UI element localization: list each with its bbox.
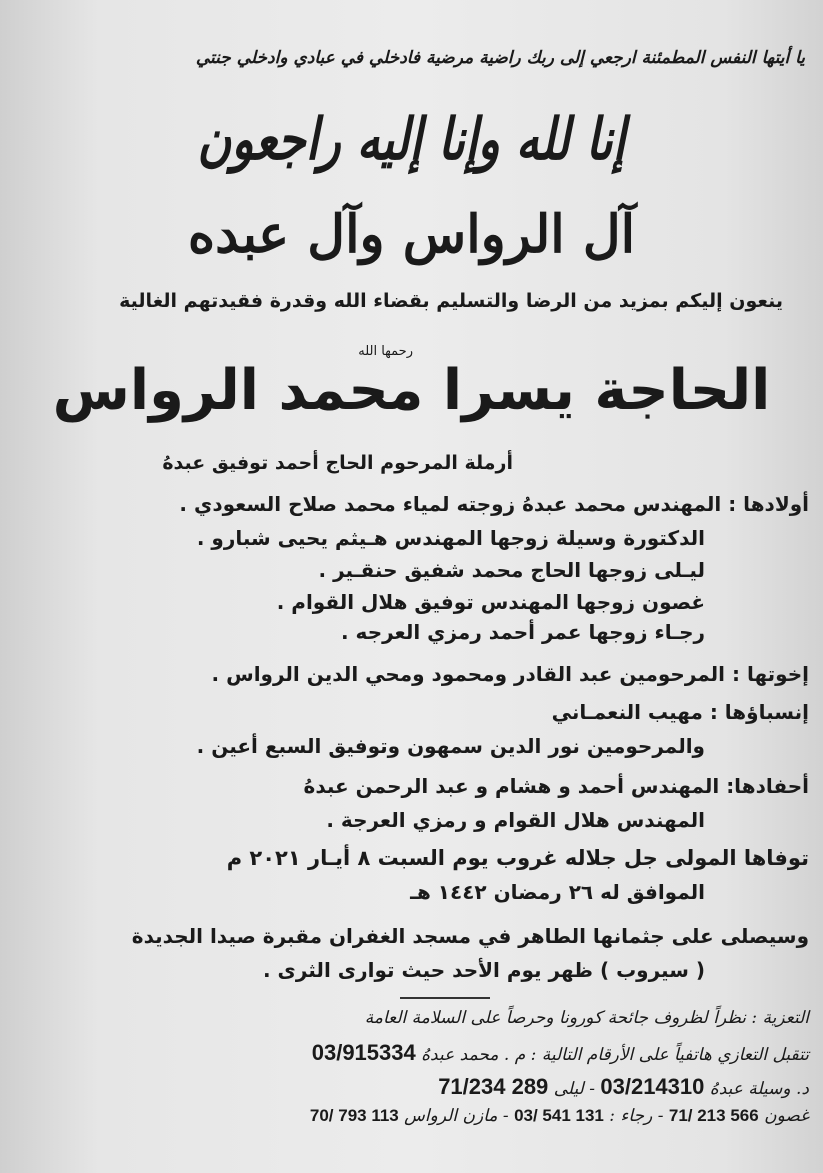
child-line: رجـاء زوجها عمر أحمد رمزي العرجه . [341,620,705,644]
siblings-text: المرحومين عبد القادر ومحمود ومحي الدين الرواس . [211,662,726,686]
children-line [179,492,809,516]
grandchildren-first: المهندس أحمد و هشام و عبد الرحمن عبدهُ [303,774,720,798]
phone-number: 03/ 541 131 [514,1106,604,1125]
condolences-phone-line [438,1074,809,1100]
phone-number: 70/ 793 113 [309,1106,399,1125]
in-laws-label: إنسباؤها : [709,700,809,724]
burial-line: ( سيروب ) ظهر يوم الأحد حيث توارى الثرى . [262,958,705,982]
child-line: غصون زوجها المهندس توفيق هلال القوام . [276,590,705,614]
rahimaha-text: رحمها الله [358,344,413,359]
condolences-phone-label: تتقبل التعازي هاتفياً على الأرقام التالية : م . محمد عبدهُ [421,1045,809,1065]
condolences-phone-line [312,1040,809,1066]
condolences-notice: التعزية : نظراً لظروف جائحة كورونا وحرصاً على السلامة العامة [364,1008,809,1028]
siblings-line [212,662,809,686]
siblings-label: إخوتها : [732,662,809,686]
condolences-phone-line [310,1106,809,1126]
phone-number: 71/ 213 566 [668,1106,759,1125]
contact-name: - مازن الرواس [404,1106,509,1126]
phone-number: 03/915334 [311,1040,416,1065]
child-line: الدكتورة وسيلة زوجها المهندس هـيثم يحيى شبارو . [196,526,705,550]
grandchildren-label: أحفادها: [726,774,809,798]
announcement-text: ينعون إليكم بمزيد من الرضا والتسليم بقضاء الله وقدرة فقيدتهم الغالية [119,290,783,312]
in-laws-line [552,700,809,724]
quran-verse: يا أيتها النفس المطمئنة ارجعي إلى ربك راضية مرضية فادخلي في عبادي وادخلي جنتي [195,48,805,68]
widow-of-text: أرملة المرحوم الحاج أحمد توفيق عبدهُ [162,452,513,474]
children-first: المهندس محمد عبدهُ زوجته لمياء محمد صلاح السعودي . [179,492,722,516]
divider [400,997,490,999]
inna-lillah-calligraphy: إنا لله وإنا إليه راجعون [197,105,626,173]
contact-name: - ليلى [553,1079,595,1099]
contact-name: د. وسيلة عبدهُ [709,1079,809,1099]
families-heading: آل الرواس وآل عبده [187,204,636,265]
phone-number: 03/214310 [600,1074,705,1099]
grandchildren-line [304,774,809,798]
deceased-name: الحاجة يسرا محمد الرواس [52,358,771,423]
grandchildren-second: المهندس هلال القوام و رمزي العرجة . [326,808,705,832]
phone-number: 71/234 289 [438,1074,549,1099]
death-date-line: توفاها المولى جل جلاله غروب يوم السبت ٨ أيـار ٢٠٢١ م [226,846,809,870]
children-label: أولادها : [728,492,809,516]
in-laws-second: والمرحومين نور الدين سمهون وتوفيق السبع أعين . [196,734,705,758]
in-laws-first: مهيب النعمـاني [551,700,703,724]
hijri-date-line: الموافق له ٢٦ رمضان ١٤٤٢ هـ [410,880,705,904]
funeral-prayer-line: وسيصلى على جثمانها الطاهر في مسجد الغفران مقبرة صيدا الجديدة [131,924,809,948]
contact-name: - رجاء : [609,1106,664,1126]
child-line: ليـلى زوجها الحاج محمد شفيق حنقـير . [318,558,705,582]
contact-name: غصون [764,1106,809,1126]
